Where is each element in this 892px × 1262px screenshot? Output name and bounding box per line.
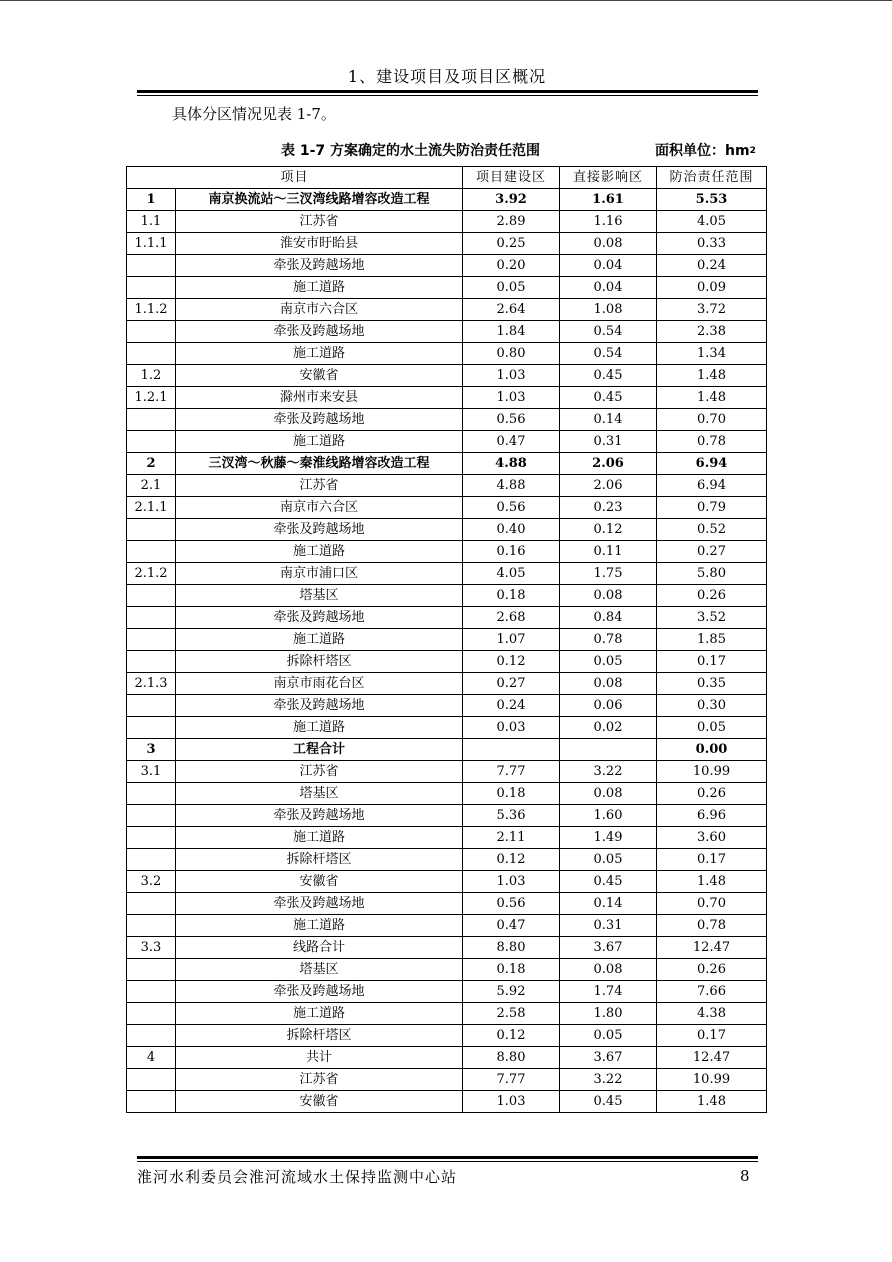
- table-row: [127, 761, 767, 783]
- responsibility-scope-cell: 0.24: [657, 255, 767, 277]
- col-header-direct-impact-area: 直接影响区: [560, 167, 657, 189]
- row-id-cell: [127, 607, 176, 629]
- row-name-cell: 线路合计: [176, 937, 463, 959]
- responsibility-scope-cell: 0.05: [657, 717, 767, 739]
- construction-area-cell: 0.05: [463, 277, 560, 299]
- row-name-cell: 南京市雨花台区: [176, 673, 463, 695]
- row-name-cell: 江苏省: [176, 1069, 463, 1091]
- row-name-cell: 施工道路: [176, 343, 463, 365]
- col-header-construction-area: 项目建设区: [463, 167, 560, 189]
- row-name-cell: 拆除杆塔区: [176, 849, 463, 871]
- responsibility-scope-cell: 0.26: [657, 585, 767, 607]
- direct-impact-cell: 1.49: [560, 827, 657, 849]
- direct-impact-cell: 1.80: [560, 1003, 657, 1025]
- responsibility-scope-cell: 0.70: [657, 893, 767, 915]
- row-id-cell: [127, 343, 176, 365]
- page-header-title: 1、建设项目及项目区概况: [347, 67, 547, 86]
- row-id-cell: [127, 783, 176, 805]
- construction-area-cell: 0.18: [463, 783, 560, 805]
- construction-area-cell: 0.25: [463, 233, 560, 255]
- construction-area-cell: 7.77: [463, 1069, 560, 1091]
- row-name-cell: 牵张及跨越场地: [176, 409, 463, 431]
- row-name-cell: 施工道路: [176, 629, 463, 651]
- direct-impact-cell: 0.78: [560, 629, 657, 651]
- row-id-cell: [127, 849, 176, 871]
- construction-area-cell: 0.27: [463, 673, 560, 695]
- table-row: [127, 629, 767, 651]
- direct-impact-cell: 1.60: [560, 805, 657, 827]
- responsibility-scope-cell: 0.00: [657, 739, 767, 761]
- row-name-cell: 施工道路: [176, 277, 463, 299]
- construction-area-cell: 0.47: [463, 431, 560, 453]
- responsibility-scope-cell: 0.17: [657, 1025, 767, 1047]
- row-id-cell: 1.1.1: [127, 233, 176, 255]
- table-row: [127, 959, 767, 981]
- table-row: [127, 827, 767, 849]
- responsibility-scope-cell: 0.35: [657, 673, 767, 695]
- construction-area-cell: 0.16: [463, 541, 560, 563]
- responsibility-scope-cell: 6.96: [657, 805, 767, 827]
- row-id-cell: 3.3: [127, 937, 176, 959]
- table-row: [127, 783, 767, 805]
- direct-impact-cell: 0.14: [560, 893, 657, 915]
- table-row: [127, 475, 767, 497]
- construction-area-cell: [463, 739, 560, 761]
- construction-area-cell: 5.36: [463, 805, 560, 827]
- row-name-cell: 牵张及跨越场地: [176, 321, 463, 343]
- row-id-cell: [127, 893, 176, 915]
- page-number: 8: [740, 1167, 750, 1185]
- table-row: [127, 563, 767, 585]
- row-name-cell: 牵张及跨越场地: [176, 607, 463, 629]
- row-id-cell: 2.1.1: [127, 497, 176, 519]
- row-id-cell: [127, 629, 176, 651]
- direct-impact-cell: 0.54: [560, 343, 657, 365]
- direct-impact-cell: 2.06: [560, 475, 657, 497]
- table-row: [127, 893, 767, 915]
- table-row: [127, 673, 767, 695]
- construction-area-cell: 2.64: [463, 299, 560, 321]
- direct-impact-cell: 0.14: [560, 409, 657, 431]
- row-id-cell: [127, 431, 176, 453]
- row-id-cell: 3: [127, 739, 176, 761]
- table-row: [127, 849, 767, 871]
- row-name-cell: 安徽省: [176, 871, 463, 893]
- responsibility-scope-cell: 0.78: [657, 431, 767, 453]
- row-name-cell: 牵张及跨越场地: [176, 893, 463, 915]
- direct-impact-cell: 3.22: [560, 1069, 657, 1091]
- responsibility-scope-cell: 1.48: [657, 1091, 767, 1113]
- responsibility-scope-cell: 1.85: [657, 629, 767, 651]
- row-id-cell: 1.1.2: [127, 299, 176, 321]
- construction-area-cell: 1.03: [463, 365, 560, 387]
- direct-impact-cell: 0.05: [560, 1025, 657, 1047]
- direct-impact-cell: 0.12: [560, 519, 657, 541]
- table-row: [127, 343, 767, 365]
- row-name-cell: 牵张及跨越场地: [176, 981, 463, 1003]
- table-row: [127, 1069, 767, 1091]
- table-row: [127, 805, 767, 827]
- direct-impact-cell: 0.05: [560, 849, 657, 871]
- row-name-cell: 施工道路: [176, 827, 463, 849]
- construction-area-cell: 0.12: [463, 1025, 560, 1047]
- responsibility-scope-cell: 0.52: [657, 519, 767, 541]
- construction-area-cell: 1.84: [463, 321, 560, 343]
- table-row: [127, 717, 767, 739]
- responsibility-scope-cell: 10.99: [657, 1069, 767, 1091]
- responsibility-scope-cell: 3.60: [657, 827, 767, 849]
- responsibility-scope-cell: 6.94: [657, 475, 767, 497]
- row-id-cell: 1: [127, 189, 176, 211]
- table-row: [127, 937, 767, 959]
- row-name-cell: 三汊湾～秋藤～秦淮线路增容改造工程: [176, 453, 463, 475]
- responsibility-scope-cell: 10.99: [657, 761, 767, 783]
- construction-area-cell: 0.56: [463, 893, 560, 915]
- direct-impact-cell: 1.16: [560, 211, 657, 233]
- construction-area-cell: 0.12: [463, 651, 560, 673]
- construction-area-cell: 4.88: [463, 453, 560, 475]
- row-name-cell: 拆除杆塔区: [176, 1025, 463, 1047]
- responsibility-scope-cell: 0.30: [657, 695, 767, 717]
- direct-impact-cell: 1.74: [560, 981, 657, 1003]
- row-id-cell: 1.2.1: [127, 387, 176, 409]
- table-row: [127, 739, 767, 761]
- table-row: [127, 871, 767, 893]
- direct-impact-cell: [560, 739, 657, 761]
- responsibility-scope-cell: 7.66: [657, 981, 767, 1003]
- row-name-cell: 塔基区: [176, 959, 463, 981]
- row-id-cell: 2.1.3: [127, 673, 176, 695]
- unit-label: [655, 140, 756, 160]
- table-row: [127, 651, 767, 673]
- row-id-cell: [127, 321, 176, 343]
- responsibility-scope-cell: 0.26: [657, 783, 767, 805]
- construction-area-cell: 4.05: [463, 563, 560, 585]
- row-id-cell: [127, 409, 176, 431]
- construction-area-cell: 0.18: [463, 959, 560, 981]
- construction-area-cell: 4.88: [463, 475, 560, 497]
- construction-area-cell: 0.03: [463, 717, 560, 739]
- responsibility-scope-cell: 1.48: [657, 871, 767, 893]
- footer-organization: 淮河水利委员会淮河流域水土保持监测中心站: [137, 1168, 458, 1186]
- table-row: [127, 1025, 767, 1047]
- row-id-cell: 1.2: [127, 365, 176, 387]
- construction-area-cell: 2.89: [463, 211, 560, 233]
- row-id-cell: [127, 915, 176, 937]
- construction-area-cell: 1.07: [463, 629, 560, 651]
- row-name-cell: 牵张及跨越场地: [176, 695, 463, 717]
- direct-impact-cell: 0.54: [560, 321, 657, 343]
- responsibility-table: [126, 166, 767, 1113]
- table-body: [127, 189, 767, 1113]
- direct-impact-cell: 0.45: [560, 387, 657, 409]
- direct-impact-cell: 3.67: [560, 937, 657, 959]
- construction-area-cell: 8.80: [463, 937, 560, 959]
- responsibility-scope-cell: 0.17: [657, 849, 767, 871]
- row-name-cell: 工程合计: [176, 739, 463, 761]
- responsibility-scope-cell: 5.53: [657, 189, 767, 211]
- direct-impact-cell: 0.08: [560, 959, 657, 981]
- table-row: [127, 1091, 767, 1113]
- table-row: [127, 321, 767, 343]
- row-name-cell: 共计: [176, 1047, 463, 1069]
- row-name-cell: 南京市六合区: [176, 497, 463, 519]
- row-id-cell: [127, 805, 176, 827]
- direct-impact-cell: 0.11: [560, 541, 657, 563]
- table-row: [127, 1003, 767, 1025]
- footer-rule-thick: [137, 1156, 758, 1159]
- responsibility-scope-cell: 4.05: [657, 211, 767, 233]
- row-id-cell: [127, 585, 176, 607]
- table-row: [127, 915, 767, 937]
- table-row: [127, 1047, 767, 1069]
- row-name-cell: 牵张及跨越场地: [176, 519, 463, 541]
- row-name-cell: 施工道路: [176, 717, 463, 739]
- table-row: [127, 299, 767, 321]
- construction-area-cell: 1.03: [463, 871, 560, 893]
- header-rule-thick: [137, 90, 758, 93]
- construction-area-cell: 7.77: [463, 761, 560, 783]
- direct-impact-cell: 0.84: [560, 607, 657, 629]
- row-name-cell: 淮安市盱眙县: [176, 233, 463, 255]
- table-row: [127, 431, 767, 453]
- row-id-cell: 4: [127, 1047, 176, 1069]
- responsibility-scope-cell: 2.38: [657, 321, 767, 343]
- construction-area-cell: 0.40: [463, 519, 560, 541]
- responsibility-scope-cell: 5.80: [657, 563, 767, 585]
- row-id-cell: [127, 827, 176, 849]
- row-name-cell: 施工道路: [176, 1003, 463, 1025]
- row-name-cell: 施工道路: [176, 915, 463, 937]
- row-id-cell: [127, 277, 176, 299]
- footer-rule-thin: [137, 1161, 758, 1162]
- direct-impact-cell: 0.45: [560, 365, 657, 387]
- top-border: [0, 0, 892, 1]
- table-row: [127, 607, 767, 629]
- direct-impact-cell: 3.67: [560, 1047, 657, 1069]
- row-id-cell: [127, 981, 176, 1003]
- row-id-cell: [127, 1003, 176, 1025]
- direct-impact-cell: 0.02: [560, 717, 657, 739]
- table-row: [127, 233, 767, 255]
- responsibility-scope-cell: 0.26: [657, 959, 767, 981]
- row-name-cell: 塔基区: [176, 783, 463, 805]
- row-name-cell: 安徽省: [176, 365, 463, 387]
- direct-impact-cell: 2.06: [560, 453, 657, 475]
- responsibility-scope-cell: 4.38: [657, 1003, 767, 1025]
- table-row: [127, 277, 767, 299]
- row-id-cell: [127, 1025, 176, 1047]
- construction-area-cell: 1.03: [463, 387, 560, 409]
- responsibility-scope-cell: 12.47: [657, 937, 767, 959]
- direct-impact-cell: 0.08: [560, 673, 657, 695]
- row-name-cell: 江苏省: [176, 211, 463, 233]
- unit-text: 面积单位：hm: [655, 143, 750, 159]
- row-name-cell: 施工道路: [176, 431, 463, 453]
- direct-impact-cell: 0.04: [560, 255, 657, 277]
- responsibility-scope-cell: 0.79: [657, 497, 767, 519]
- responsibility-scope-cell: 1.48: [657, 387, 767, 409]
- row-id-cell: [127, 255, 176, 277]
- row-name-cell: 安徽省: [176, 1091, 463, 1113]
- responsibility-scope-cell: 0.78: [657, 915, 767, 937]
- row-id-cell: [127, 519, 176, 541]
- table-row: [127, 255, 767, 277]
- direct-impact-cell: 3.22: [560, 761, 657, 783]
- row-id-cell: 3.2: [127, 871, 176, 893]
- row-name-cell: 滁州市来安县: [176, 387, 463, 409]
- table-row: [127, 189, 767, 211]
- construction-area-cell: 5.92: [463, 981, 560, 1003]
- construction-area-cell: 0.20: [463, 255, 560, 277]
- row-id-cell: [127, 717, 176, 739]
- row-name-cell: 牵张及跨越场地: [176, 805, 463, 827]
- construction-area-cell: 2.68: [463, 607, 560, 629]
- col-header-item: 项目: [127, 167, 463, 189]
- row-name-cell: 南京市浦口区: [176, 563, 463, 585]
- row-name-cell: 江苏省: [176, 475, 463, 497]
- row-id-cell: [127, 541, 176, 563]
- row-name-cell: 江苏省: [176, 761, 463, 783]
- row-name-cell: 施工道路: [176, 541, 463, 563]
- direct-impact-cell: 0.04: [560, 277, 657, 299]
- responsibility-scope-cell: 0.70: [657, 409, 767, 431]
- responsibility-scope-cell: 3.72: [657, 299, 767, 321]
- responsibility-scope-cell: 3.52: [657, 607, 767, 629]
- responsibility-scope-cell: 0.09: [657, 277, 767, 299]
- construction-area-cell: 1.03: [463, 1091, 560, 1113]
- table-row: [127, 541, 767, 563]
- row-id-cell: [127, 695, 176, 717]
- row-id-cell: [127, 1091, 176, 1113]
- responsibility-scope-cell: 6.94: [657, 453, 767, 475]
- table-row: [127, 211, 767, 233]
- table-row: [127, 453, 767, 475]
- table-row: [127, 387, 767, 409]
- construction-area-cell: 0.56: [463, 409, 560, 431]
- table-row: [127, 585, 767, 607]
- direct-impact-cell: 0.45: [560, 1091, 657, 1113]
- row-id-cell: 1.1: [127, 211, 176, 233]
- direct-impact-cell: 0.08: [560, 233, 657, 255]
- direct-impact-cell: 1.61: [560, 189, 657, 211]
- direct-impact-cell: 0.08: [560, 585, 657, 607]
- construction-area-cell: 0.56: [463, 497, 560, 519]
- table-caption: 表 1-7 方案确定的水土流失防治责任范围: [281, 143, 541, 159]
- responsibility-scope-cell: 1.48: [657, 365, 767, 387]
- table-row: [127, 497, 767, 519]
- table-row: [127, 365, 767, 387]
- construction-area-cell: 2.11: [463, 827, 560, 849]
- direct-impact-cell: 1.75: [560, 563, 657, 585]
- construction-area-cell: 0.12: [463, 849, 560, 871]
- construction-area-cell: 0.47: [463, 915, 560, 937]
- table-row: [127, 981, 767, 1003]
- responsibility-scope-cell: 0.33: [657, 233, 767, 255]
- table-row: [127, 695, 767, 717]
- direct-impact-cell: 0.08: [560, 783, 657, 805]
- construction-area-cell: 8.80: [463, 1047, 560, 1069]
- table-row: [127, 409, 767, 431]
- construction-area-cell: 3.92: [463, 189, 560, 211]
- direct-impact-cell: 0.45: [560, 871, 657, 893]
- direct-impact-cell: 0.23: [560, 497, 657, 519]
- row-name-cell: 牵张及跨越场地: [176, 255, 463, 277]
- row-id-cell: [127, 959, 176, 981]
- table-header-row: [127, 167, 767, 189]
- construction-area-cell: 0.80: [463, 343, 560, 365]
- construction-area-cell: 0.18: [463, 585, 560, 607]
- responsibility-scope-cell: 1.34: [657, 343, 767, 365]
- row-name-cell: 塔基区: [176, 585, 463, 607]
- row-id-cell: 2.1: [127, 475, 176, 497]
- row-name-cell: 拆除杆塔区: [176, 651, 463, 673]
- construction-area-cell: 2.58: [463, 1003, 560, 1025]
- direct-impact-cell: 0.31: [560, 915, 657, 937]
- responsibility-scope-cell: 12.47: [657, 1047, 767, 1069]
- direct-impact-cell: 0.31: [560, 431, 657, 453]
- direct-impact-cell: 1.08: [560, 299, 657, 321]
- row-name-cell: 南京市六合区: [176, 299, 463, 321]
- direct-impact-cell: 0.06: [560, 695, 657, 717]
- col-header-responsibility-scope: 防治责任范围: [657, 167, 767, 189]
- row-id-cell: 2: [127, 453, 176, 475]
- row-id-cell: 3.1: [127, 761, 176, 783]
- table-row: [127, 519, 767, 541]
- header-rule-thin: [137, 95, 758, 96]
- row-id-cell: [127, 1069, 176, 1091]
- intro-text: 具体分区情况见表 1-7。: [172, 105, 336, 123]
- responsibility-scope-cell: 0.27: [657, 541, 767, 563]
- row-id-cell: 2.1.2: [127, 563, 176, 585]
- row-name-cell: 南京换流站～三汊湾线路增容改造工程: [176, 189, 463, 211]
- row-id-cell: [127, 651, 176, 673]
- construction-area-cell: 0.24: [463, 695, 560, 717]
- responsibility-scope-cell: 0.17: [657, 651, 767, 673]
- unit-superscript: 2: [749, 146, 756, 156]
- direct-impact-cell: 0.05: [560, 651, 657, 673]
